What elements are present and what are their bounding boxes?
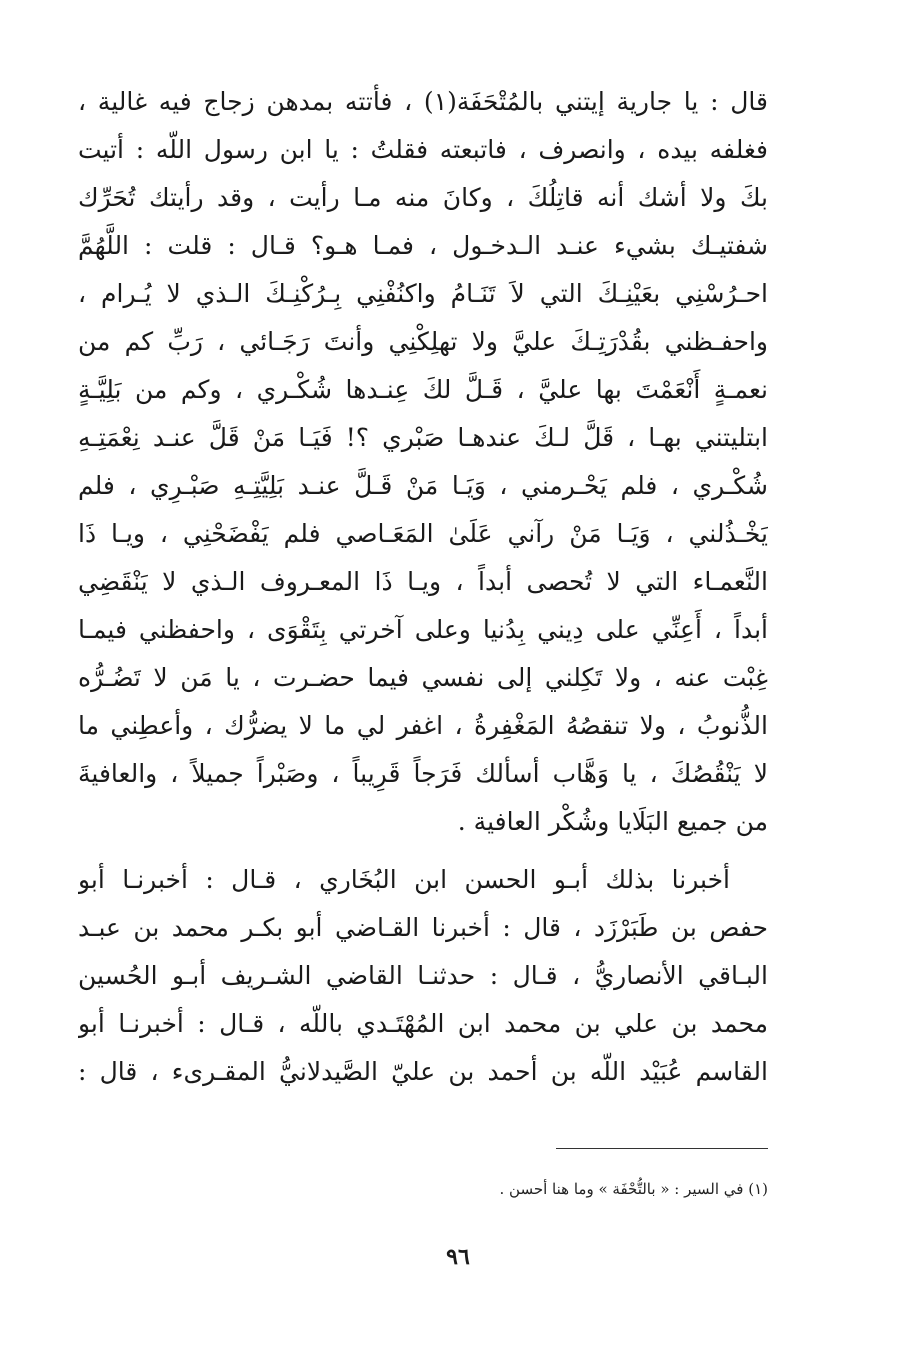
body-paragraph-2 [78, 856, 768, 1096]
text-line: شُكْـري ، فلم يَحْـرمني ، وَيَـا مَنْ قَـلَّ عنـد بَلِيَّتِـهِ صَبْـرِي ، فلم [78, 471, 768, 500]
page-number: ٩٦ [446, 1244, 470, 1270]
text-line: بكَ ولا أشك أنه قاتِلُكَ ، وكانَ منه مـا رأيت ، وقد رأيتك تُحَرِّك [78, 183, 768, 212]
body-paragraph-1 [78, 78, 768, 846]
text-line: احـرُسْنِي بعَيْنِـكَ التي لاَ تَنَـامُ واكنُفْنِي بِـرُكْنِـكَ الـذي لا يُـرام ، [78, 279, 768, 308]
text-line: نعمـةٍ أَنْعَمْتَ بها عليَّ ، قَـلَّ لكَ عِنـدها شُكْـري ، وكم من بَلِيَّـةٍ [78, 375, 768, 404]
text-line: لا يَنْقُصُكَ ، يا وَهَّاب أسألك فَرَجاً قَرِيباً ، وصَبْراً جميلاً ، والعافيةَ [78, 759, 768, 788]
text-line: أخبرنا بذلك أبـو الحسن ابن البُخَاري ، قـال : أخبرنـا أبو [78, 865, 730, 894]
footnote: (١) في السير : « بالتُّحْفَة » وما هنا أحسن . [499, 1180, 768, 1198]
text-line: النَّعمـاء التي لا تُحصى أبداً ، ويـا ذَا المعـروف الـذي لا يَنْقَضِي [78, 567, 768, 596]
text-line: القاسم عُبَيْد اللّه بن أحمد بن عليّ الصَّيدلانيُّ المقـرىء ، قال : [78, 1057, 768, 1086]
text-line: الذُّنوبُ ، ولا تنقصُهُ المَغْفِرةُ ، اغفر لي ما لا يضرُّك ، وأعطِني ما [78, 711, 768, 740]
text-line: ابتليتني بهـا ، قَلَّ لـكَ عندهـا صَبْري ؟! فَيَـا مَنْ قَلَّ عنـد نِعْمَتِـهِ [78, 423, 768, 452]
text-line: من جميع البَلَايا وشُكْر العافية . [457, 807, 768, 836]
footnote-divider [556, 1148, 768, 1149]
text-line: واحفـظني بقُدْرَتِـكَ عليَّ ولا تهلِكْنِي وأنتَ رَجَـائي ، رَبِّ كم من [78, 327, 768, 356]
text-line: محمد بن علي بن محمد ابن المُهْتَـدي باللّه ، قـال : أخبرنـا أبو [78, 1009, 768, 1038]
text-line: قال : يا جارية إيتني بالمُتْحَفَة(١) ، فأتته بمدهن زجاج فيه غالية ، [78, 87, 768, 116]
text-line: أبداً ، أَعِنِّي على دِيني بِدُنيا وعلى آخرتي بِتَقْوَى ، واحفظني فيمـا [78, 615, 768, 644]
text-line: فغلفه بيده ، وانصرف ، فاتبعته فقلتُ : يا ابن رسول اللّه : أتيت [78, 135, 768, 164]
text-line: حفص بن طَبَرْزَد ، قال : أخبرنا القـاضي أبو بكـر محمد بن عبـد [78, 913, 768, 942]
text-line: يَخْـذُلني ، وَيَـا مَنْ رآني عَلَىٰ المَعَـاصي فلم يَفْضَحْنِي ، ويـا ذَا [78, 519, 768, 548]
text-line: البـاقي الأنصاريُّ ، قـال : حدثنـا القاضي الشـريف أبـو الحُسين [78, 961, 768, 990]
text-line: غِبْت عنه ، ولا تَكِلني إلى نفسي فيما حضـرت ، يا مَن لا تَضُـرُّه [78, 663, 768, 692]
text-line: شفتيـك بشيء عنـد الـدخـول ، فمـا هـو؟ قـال : قلت : اللَّهُمَّ [78, 231, 768, 260]
